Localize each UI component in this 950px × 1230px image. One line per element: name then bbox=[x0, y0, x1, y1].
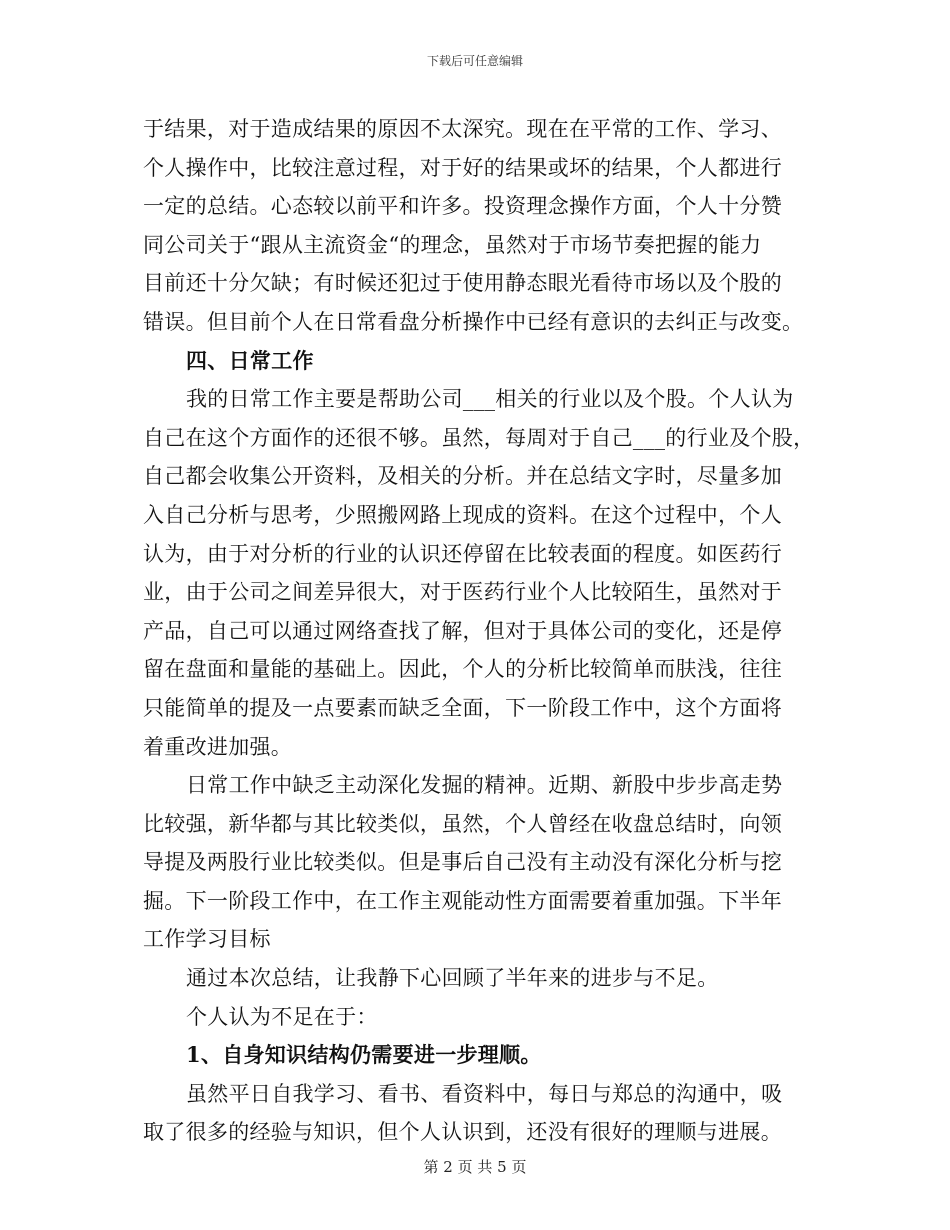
paragraph-line: 一定的总结。心态较以前平和许多。投资理念操作方面，个人十分赞 bbox=[143, 194, 782, 219]
paragraph-line: 错误。但目前个人在日常看盘分析操作中已经有意识的去纠正与改变。 bbox=[143, 309, 804, 334]
paragraph-line: 认为，由于对分析的行业的认识还停留在比较表面的程度。如医药行 bbox=[143, 541, 782, 566]
page-footer: 第 2 页 共 5 页 bbox=[423, 1158, 527, 1176]
paragraph-line: 入自己分析与思考，少照搬网路上现成的资料。在这个过程中，个人 bbox=[143, 502, 782, 527]
paragraph-line: 我的日常工作主要是帮助公司___相关的行业以及个股。个人认为 bbox=[186, 387, 794, 412]
paragraph-line: 日常工作中缺乏主动深化发掘的精神。近期、新股中步步高走势 bbox=[186, 773, 783, 798]
paragraph-line: 取了很多的经验与知识，但个人认识到，还没有很好的理顺与进展。 bbox=[143, 1120, 782, 1145]
paragraph-line: 目前还十分欠缺；有时候还犯过于使用静态眼光看待市场以及个股的 bbox=[143, 271, 782, 296]
paragraph-line: 虽然平日自我学习、看书、看资料中，每日与郑总的沟通中，吸 bbox=[186, 1081, 783, 1106]
paragraph-line: 业，由于公司之间差异很大，对于医药行业个人比较陌生，虽然对于 bbox=[143, 580, 782, 605]
paragraph-line: 留在盘面和量能的基础上。因此，个人的分析比较简单而肤浅，往往 bbox=[143, 657, 782, 682]
paragraph-line: 个人认为不足在于： bbox=[186, 1004, 378, 1029]
paragraph-line: 同公司关于“跟从主流资金“的理念，虽然对于市场节奏把握的能力 bbox=[143, 232, 762, 257]
paragraph-line: 通过本次总结，让我静下心回顾了半年来的进步与不足。 bbox=[186, 966, 719, 991]
paragraph-line: 自己在这个方面作的还很不够。虽然，每周对于自己___的行业及个股， bbox=[143, 425, 815, 450]
paragraph-line: 只能简单的提及一点要素而缺乏全面，下一阶段工作中，这个方面将 bbox=[143, 695, 782, 720]
paragraph-line: 比较强，新华都与其比较类似，虽然，个人曾经在收盘总结时，向领 bbox=[143, 811, 782, 836]
paragraph-line: 导提及两股行业比较类似。但是事后自己没有主动没有深化分析与挖 bbox=[143, 850, 782, 875]
section-heading: 1、自身知识结构仍需要进一步理顺。 bbox=[186, 1042, 542, 1068]
paragraph-line: 着重改进加强。 bbox=[143, 734, 293, 759]
paragraph-line: 自己都会收集公开资料，及相关的分析。并在总结文字时，尽量多加 bbox=[143, 464, 782, 489]
paragraph-line: 产品，自己可以通过网络查找了解，但对于具体公司的变化，还是停 bbox=[143, 618, 782, 643]
paragraph-line: 工作学习目标 bbox=[143, 927, 271, 952]
section-heading: 四、日常工作 bbox=[186, 347, 314, 373]
paragraph-line: 个人操作中，比较注意过程，对于好的结果或坏的结果，个人都进行 bbox=[143, 155, 782, 180]
paragraph-line: 掘。下一阶段工作中，在工作主观能动性方面需要着重加强。下半年 bbox=[143, 888, 782, 913]
paragraph-line: 于结果，对于造成结果的原因不太深究。现在在平常的工作、学习、 bbox=[143, 117, 782, 141]
document-body bbox=[143, 110, 823, 1152]
page-header: 下载后可任意编辑 bbox=[426, 54, 523, 68]
